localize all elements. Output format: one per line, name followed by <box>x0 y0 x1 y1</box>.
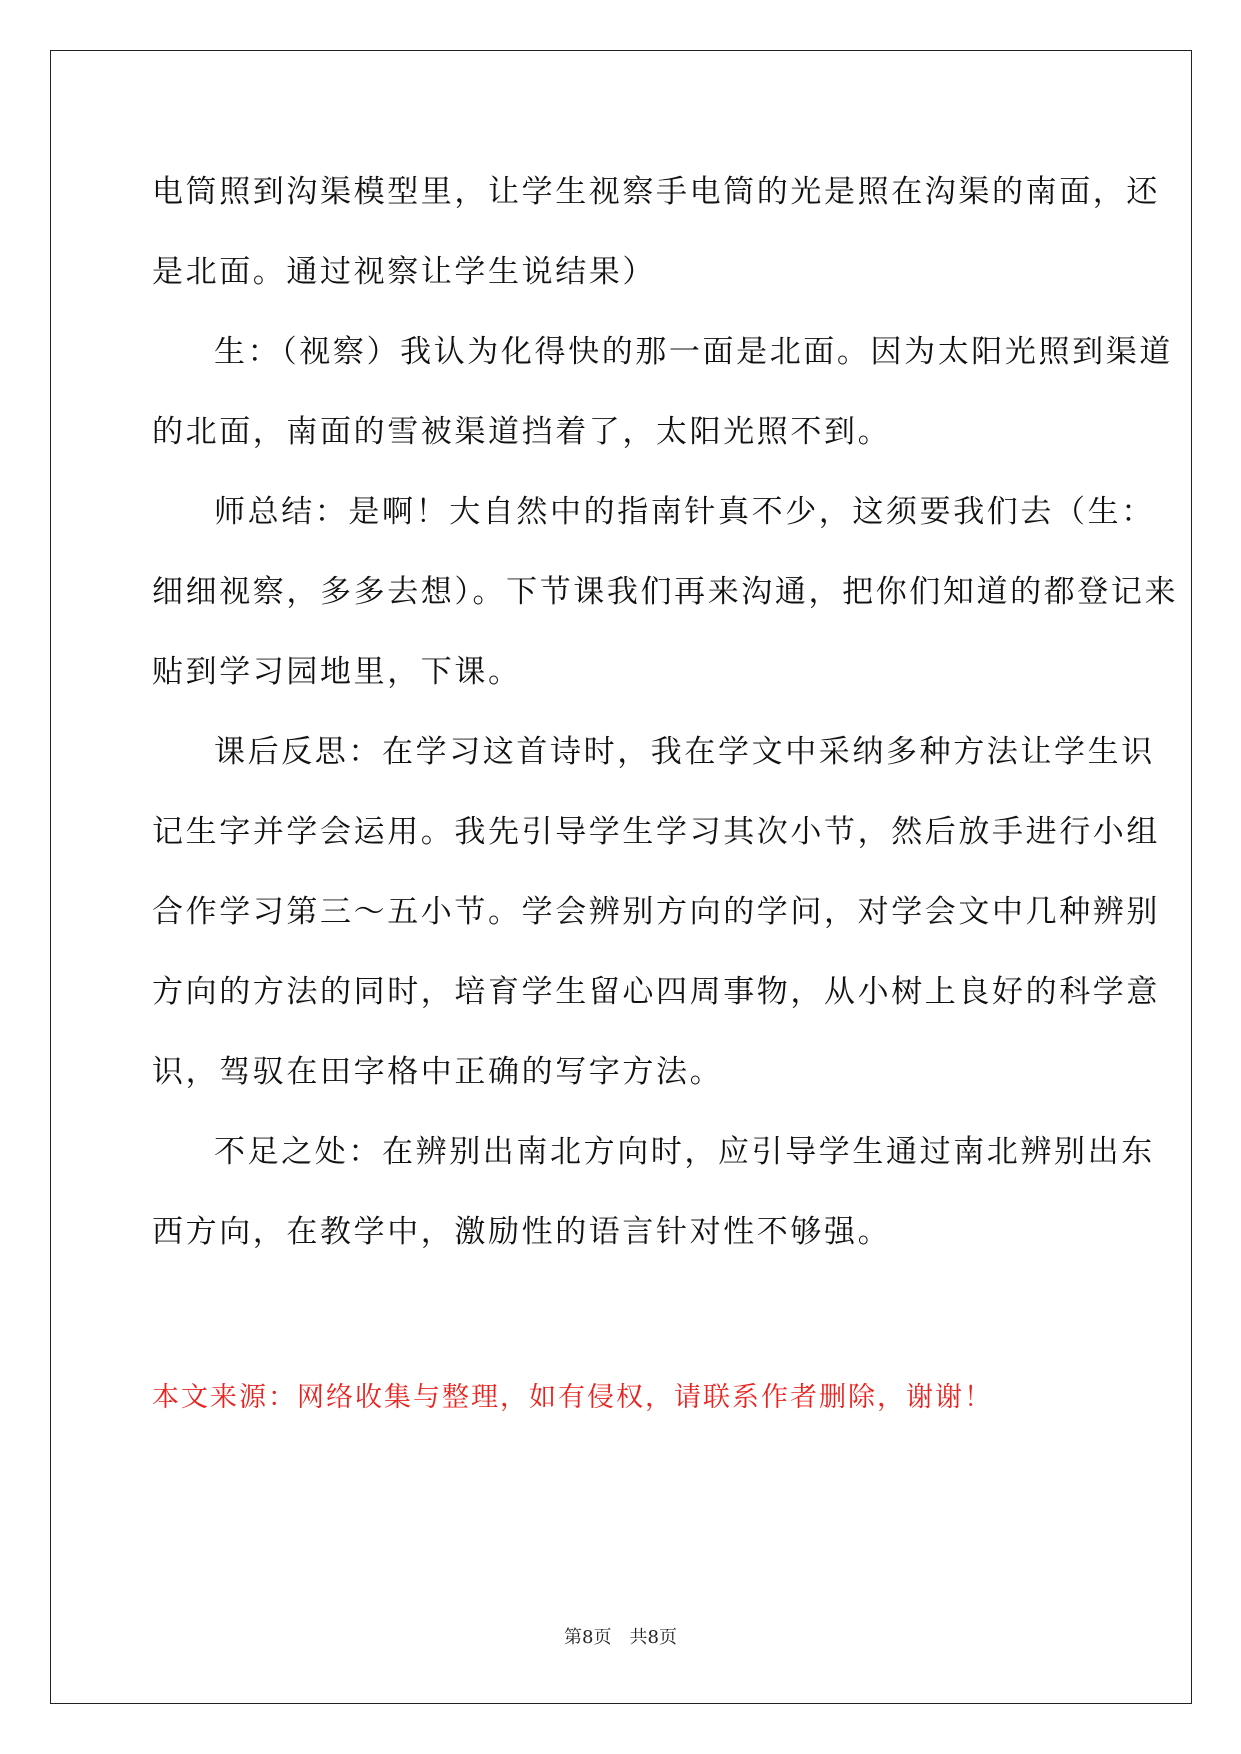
body-line: 记生字并学会运用。我先引导学生学习其次小节，然后放手进行小组 <box>152 814 1160 850</box>
body-line: 课后反思：在学习这首诗时，我在学文中采纳多种方法让学生识 <box>214 734 1155 770</box>
body-line: 的北面，南面的雪被渠道挡着了，太阳光照不到。 <box>152 414 892 450</box>
body-line: 西方向，在教学中，激励性的语言针对性不够强。 <box>152 1214 892 1250</box>
body-line: 电筒照到沟渠模型里，让学生视察手电筒的光是照在沟渠的南面，还 <box>152 174 1160 210</box>
body-line: 细细视察，多多去想）。下节课我们再来沟通，把你们知道的都登记来 <box>152 574 1179 610</box>
body-line: 师总结：是啊！大自然中的指南针真不少，这须要我们去（生： <box>214 494 1155 530</box>
body-line: 不足之处：在辨别出南北方向时，应引导学生通过南北辨别出东 <box>214 1134 1155 1170</box>
body-line: 识，驾驭在田字格中正确的写字方法。 <box>152 1054 724 1090</box>
body-line: 是北面。通过视察让学生说结果） <box>152 254 656 290</box>
body-line: 方向的方法的同时，培育学生留心四周事物，从小树上良好的科学意 <box>152 974 1160 1010</box>
body-line: 合作学习第三～五小节。学会辨别方向的学问，对学会文中几种辨别 <box>152 894 1160 930</box>
page-border <box>50 50 1192 1704</box>
body-line: 生：（视察）我认为化得快的那一面是北面。因为太阳光照到渠道 <box>214 334 1173 370</box>
source-note: 本文来源：网络收集与整理，如有侵权，请联系作者删除，谢谢！ <box>152 1382 993 1413</box>
page-footer: 第8页 共8页 <box>564 1627 677 1648</box>
body-line: 贴到学习园地里，下课。 <box>152 654 522 690</box>
